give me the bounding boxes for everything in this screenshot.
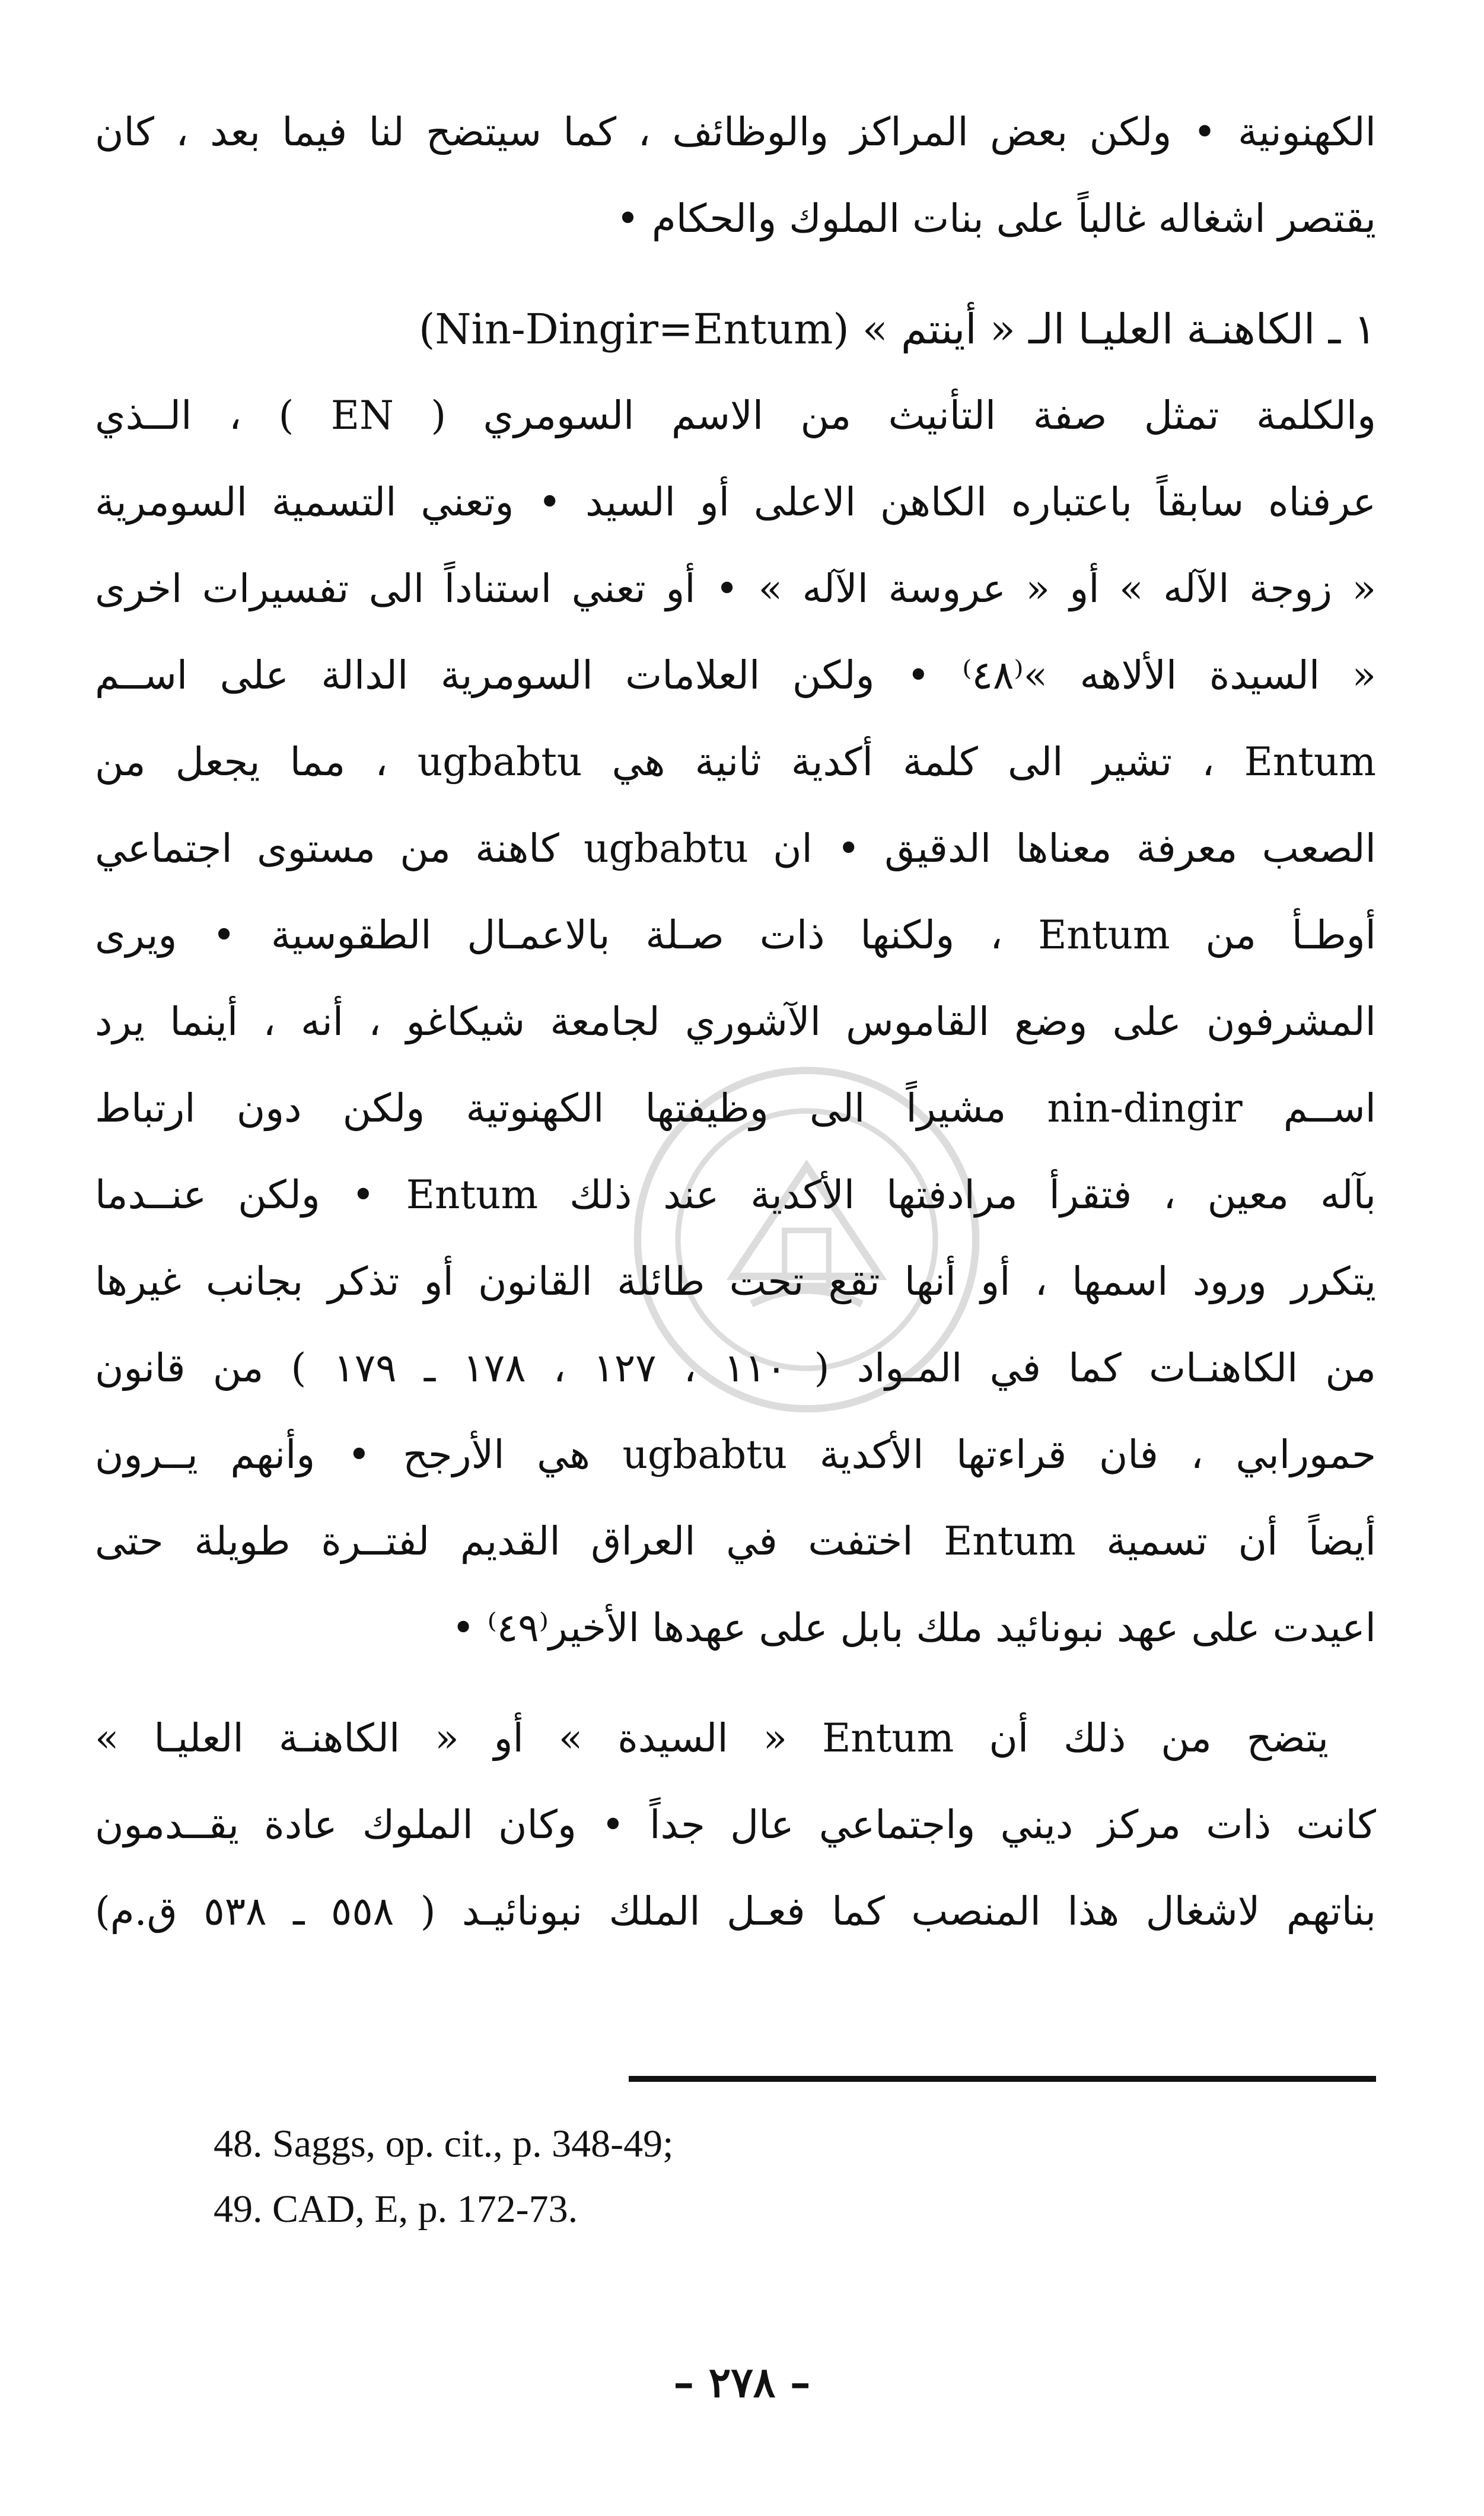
text-line: Entum ، تشير الى كلمة أكدية ثانية هي ugbabtu ، مما يجعل من: [95, 739, 1376, 785]
footnotes: [214, 2111, 1281, 2242]
text-line: يقتصر اشغاله غالباً على بنات الملوك والحكام •: [616, 196, 1376, 241]
text-line: يتضح من ذلك أن Entum « السيدة » أو « الكاهنـة العليـا »: [95, 1715, 1329, 1761]
text-line: أوطـأ من Entum ، ولكنها ذات صـلة بالاعمـال الطقوسية • ويرى: [95, 912, 1376, 958]
text-line: كانت ذات مركز ديني واجتماعي عال جداً • وكان الملوك عادة يقــدمون: [95, 1802, 1376, 1848]
footnote-divider: [629, 2076, 1376, 2082]
text-line: « السيدة الألاهه »⁽٤٨⁾ • ولكن العلامات السومرية الدالة على اســم: [95, 652, 1376, 698]
main-body-text: [95, 89, 1376, 1955]
text-line: اســم nin-dingir مشيراً الى وظيفتها الكهنوتية ولكن دون ارتباط: [95, 1085, 1376, 1131]
text-line: أيضاً أن تسمية Entum اختفت في العراق القديم لفتــرة طويلة حتى: [95, 1518, 1376, 1564]
text-line: « زوجة الآله » أو « عروسة الآله » • أو تعني استناداً الى تفسيرات اخرى: [95, 566, 1376, 612]
footnote-49: 49. CAD, E, p. 172-73.: [214, 2187, 578, 2231]
text-line: الكهنونية • ولكن بعض المراكز والوظائف ، كما سيتضح لنا فيما بعد ، كان: [95, 109, 1376, 155]
text-line: من الكاهنـات كما في المـواد ( ١١٠ ، ١٢٧ ، ١٧٨ ـ ١٧٩ ) من قانون: [95, 1345, 1376, 1391]
page-number: – ٢٧٨ –: [673, 2358, 811, 2407]
text-line: بآله معين ، فتقرأ مرادفتها الأكدية عند ذلك Entum • ولكن عنــدما: [95, 1172, 1376, 1218]
text-line: اعيدت على عهد نبونائيد ملك بابل على عهدها الأخير⁽٤٩⁾ •: [451, 1605, 1376, 1651]
text-line: حمورابي ، فان قراءتها الأكدية ugbabtu هي الأرجح • وأنهم يــرون: [95, 1432, 1376, 1477]
text-line: عرفناه سابقاً باعتباره الكاهن الاعلى أو السيد • وتعني التسمية السومرية: [95, 479, 1376, 525]
text-line: يتكرر ورود اسمها ، أو أنها تقع تحت طائلة القانون أو تذكر بجانب غيرها: [95, 1259, 1376, 1304]
footnote-48: 48. Saggs, op. cit., p. 348-49;: [214, 2122, 674, 2165]
text-line: المشرفون على وضع القاموس الآشوري لجامعة شيكاغو ، أنه ، أينما يرد: [95, 999, 1376, 1044]
text-line: بناتهم لاشغال هذا المنصب كما فعـل الملك نبونائيـد ( ٥٥٨ ـ ٥٣٨ ق.م): [95, 1888, 1376, 1934]
text-line: الصعب معرفة معناها الدقيق • ان ugbabtu كاهنة من مستوى اجتماعي: [95, 826, 1376, 871]
text-line: والكلمة تمثل صفة التأنيث من الاسم السومري ( EN ) ، الــذي: [95, 393, 1376, 438]
section-heading: ١ ـ الكاهنـة العليـا الـ « أينتم » (Nin-Dingir=Entum): [418, 305, 1376, 353]
